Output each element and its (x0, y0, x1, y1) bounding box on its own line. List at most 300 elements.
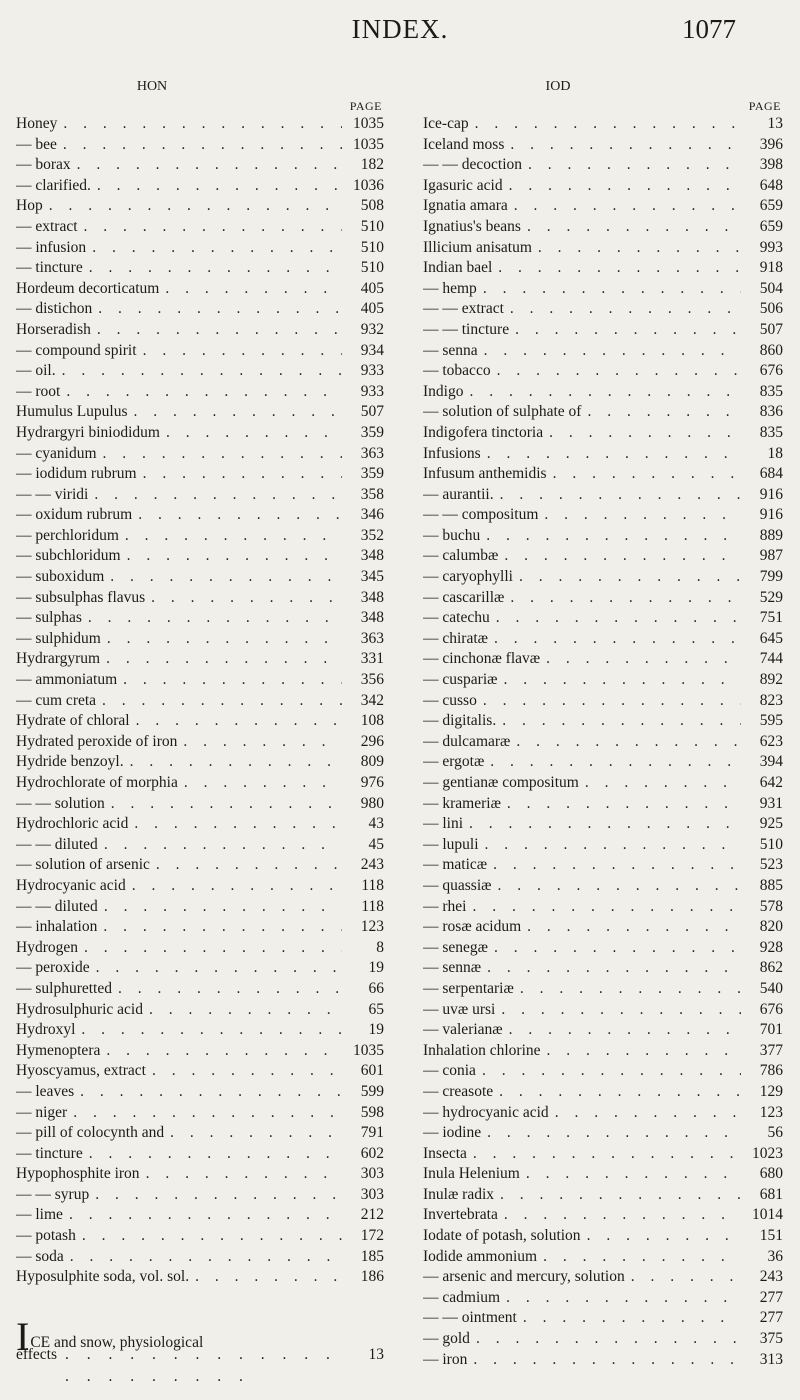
index-entry-page: 506 (759, 300, 783, 318)
index-entry (423, 1247, 783, 1268)
index-entry (423, 938, 783, 959)
index-entry-page: 916 (759, 485, 783, 503)
index-entry (423, 1061, 783, 1082)
leader-dots (495, 1000, 741, 1021)
index-entry-term: — clarified. (16, 176, 91, 194)
index-entry (16, 958, 384, 979)
leader-dots (88, 485, 342, 506)
index-entry (16, 320, 384, 341)
index-entry-page: 313 (759, 1350, 783, 1368)
index-entry (16, 567, 384, 588)
index-entry (16, 176, 384, 197)
index-entry-term: — — ointment (423, 1309, 517, 1327)
leader-dots (490, 608, 741, 629)
index-entry-page: 185 (360, 1247, 384, 1265)
index-entry-page: 510 (360, 217, 384, 235)
index-entry-term: — gold (423, 1330, 470, 1348)
leader-dots (91, 320, 342, 341)
index-entry-page: 182 (360, 156, 384, 174)
index-entry-term: Hydrated peroxide of iron (16, 732, 178, 750)
leader-dots (63, 1205, 342, 1226)
leader-dots (484, 752, 741, 773)
index-entry-page: 820 (759, 918, 783, 936)
index-entry-page: 623 (759, 732, 783, 750)
index-entry-term: — cadmium (423, 1288, 501, 1306)
ice-entry-page: 13 (368, 1346, 384, 1363)
index-entry-page: 934 (360, 341, 384, 359)
index-entry-page: 8 (376, 938, 384, 956)
leader-dots (477, 691, 741, 712)
index-entry-page: 684 (759, 465, 783, 483)
index-entry-page: 809 (360, 753, 384, 771)
index-entry (423, 505, 783, 526)
index-entry-term: — serpentariæ (423, 979, 514, 997)
index-entry (16, 670, 384, 691)
index-entry (16, 629, 384, 650)
ice-entry-term: CE and snow, physiological (30, 1334, 204, 1351)
index-entry (423, 979, 783, 1000)
leader-dots (98, 897, 342, 918)
index-entry-page: 523 (759, 856, 783, 874)
index-entry (16, 1082, 384, 1103)
index-entry-page: 987 (759, 547, 783, 565)
index-entry-page: 123 (759, 1103, 783, 1121)
index-entry (16, 402, 384, 423)
ice-entry-continuation: effects (16, 1346, 58, 1363)
index-entry-term: — peroxide (16, 959, 90, 977)
index-entry (423, 485, 783, 506)
index-entry (423, 670, 783, 691)
index-entry-term: — tincture (16, 1144, 83, 1162)
index-entry-page: 375 (759, 1330, 783, 1348)
index-entry-page: 1023 (752, 1144, 783, 1162)
index-entry-page: 1035 (353, 135, 384, 153)
index-entry (16, 979, 384, 1000)
index-entry-page: 578 (759, 897, 783, 915)
leader-dots (100, 1041, 342, 1062)
index-entry-page: 648 (759, 176, 783, 194)
index-entry-term: Hydroxyl (16, 1021, 76, 1039)
leader-dots (625, 1267, 741, 1288)
leader-dots (71, 155, 342, 176)
index-entry (16, 1041, 384, 1062)
index-entry-page: 504 (759, 279, 783, 297)
index-entry-page: 19 (368, 1021, 384, 1039)
index-entry (16, 299, 384, 320)
leader-dots (477, 279, 741, 300)
index-entry (423, 444, 783, 465)
index-entry-term: — iron (423, 1350, 468, 1368)
leader-dots (137, 341, 342, 362)
leader-dots (57, 114, 342, 135)
leader-dots (488, 938, 741, 959)
index-entry (423, 649, 783, 670)
index-entry-page: 363 (360, 444, 384, 462)
index-entry (16, 855, 384, 876)
leader-dots (500, 1288, 741, 1309)
index-entry-term: — niger (16, 1103, 68, 1121)
index-entry-term: — leaves (16, 1082, 75, 1100)
index-entry (423, 752, 783, 773)
index-entry-page: 1036 (353, 176, 384, 194)
index-entry-term: Hydrate of chloral (16, 712, 130, 730)
index-entry-term: Honey (16, 115, 58, 132)
leader-dots (132, 505, 342, 526)
index-entry-term: — bee (16, 135, 57, 153)
index-entry-term: — tincture (16, 259, 83, 277)
index-entry-term: — hydrocyanic acid (423, 1103, 549, 1121)
leader-dots (509, 320, 741, 341)
index-entry (16, 1020, 384, 1041)
index-entry-term: — subchloridum (16, 547, 121, 565)
index-entry-term: — — diluted (16, 897, 98, 915)
index-entry-page: 172 (360, 1227, 384, 1245)
index-entry-term: Inula Helenium (423, 1165, 520, 1183)
index-entry-term: Inhalation chlorine (423, 1041, 541, 1059)
leader-dots (82, 608, 342, 629)
index-entry-term: — quassiæ (423, 876, 492, 894)
index-entry-term: — sulphas (16, 609, 82, 627)
index-entry-term: Hydrocyanic acid (16, 876, 126, 894)
leader-dots (501, 794, 741, 815)
leader-dots (74, 1082, 342, 1103)
leader-dots (140, 1164, 342, 1185)
leader-dots (537, 1247, 741, 1268)
index-entry-page: 510 (360, 238, 384, 256)
leader-dots (117, 670, 342, 691)
index-entry (16, 1144, 384, 1165)
index-entry-page: 642 (759, 774, 783, 791)
index-entry-term: — cum creta (16, 691, 97, 709)
leader-dots (579, 773, 741, 794)
index-entry-term: Humulus Lupulus (16, 403, 128, 421)
index-entry (423, 258, 783, 279)
leader-dots (520, 1164, 741, 1185)
index-entry-page: 118 (361, 876, 384, 894)
index-entry-page: 352 (360, 526, 384, 544)
index-entry-page: 595 (759, 712, 783, 730)
index-entry (423, 238, 783, 259)
leader-dots (159, 279, 342, 300)
index-entry (16, 773, 384, 794)
index-entry-page: 398 (759, 156, 783, 174)
index-entry (423, 196, 783, 217)
index-entry-term: Illicium anisatum (423, 238, 532, 256)
index-entry-page: 862 (759, 959, 783, 977)
leader-dots (164, 1123, 342, 1144)
index-entry (423, 546, 783, 567)
index-entry-page: 359 (360, 423, 384, 441)
index-entry-page: 303 (360, 1185, 384, 1203)
leader-dots (121, 546, 342, 567)
index-entry-term: — catechu (423, 609, 490, 627)
index-entry (423, 794, 783, 815)
index-entry-page: 602 (360, 1144, 384, 1162)
index-entry-page: 342 (360, 691, 384, 709)
leader-dots (119, 526, 342, 547)
index-entry (423, 1267, 783, 1288)
index-entry (423, 814, 783, 835)
index-entry (423, 835, 783, 856)
index-entry-term: — root (16, 382, 61, 400)
leader-dots (491, 876, 741, 897)
index-entry-page: 916 (759, 506, 783, 524)
index-entry (423, 423, 783, 444)
index-entry (16, 423, 384, 444)
index-entry (423, 1020, 783, 1041)
index-entry (423, 382, 783, 403)
index-entry (423, 176, 783, 197)
index-entry-page: 976 (360, 774, 384, 791)
index-entry-page: 889 (759, 526, 783, 544)
index-entry-term: — distichon (16, 300, 93, 318)
leader-dots (76, 1226, 342, 1247)
index-entry-term: — sulphuretted (16, 979, 112, 997)
leader-dots (492, 258, 741, 279)
index-entry-page: 931 (759, 794, 783, 812)
leader-dots (67, 1103, 342, 1124)
leader-dots (466, 897, 741, 918)
index-entry-page: 65 (368, 1000, 384, 1018)
index-entry-term: — — compositum (423, 506, 539, 524)
leader-dots (43, 196, 342, 217)
index-entry-page: 659 (759, 197, 783, 215)
index-entry-term: — inhalation (16, 918, 98, 936)
index-entry (16, 814, 384, 835)
leader-dots (96, 691, 342, 712)
leader-dots (78, 217, 342, 238)
leader-dots (178, 773, 342, 794)
index-entry-page: 836 (759, 403, 783, 421)
index-entry (423, 876, 783, 897)
index-entry (423, 1103, 783, 1124)
leader-dots (504, 135, 741, 156)
index-entry-term: — — syrup (16, 1185, 90, 1203)
index-entry-term: Inulæ radix (423, 1185, 495, 1203)
index-entry (423, 135, 783, 156)
index-entry (16, 279, 384, 300)
index-entry-page: 599 (360, 1082, 384, 1100)
index-entry-term: — — decoction (423, 156, 523, 174)
index-entry-page: 701 (759, 1021, 783, 1039)
index-entry (423, 1123, 783, 1144)
index-entry-page: 835 (759, 423, 783, 441)
index-entry-term: — ergotæ (423, 753, 485, 771)
index-entry-page: 933 (360, 382, 384, 400)
leader-dots (97, 917, 342, 938)
leader-dots (503, 176, 741, 197)
index-entry (423, 773, 783, 794)
page-header (0, 14, 800, 64)
index-entry-page: 377 (759, 1041, 783, 1059)
index-entry-page: 676 (759, 362, 783, 380)
page-column-label-right: PAGE (748, 99, 781, 113)
leader-dots (98, 835, 342, 856)
index-entry (423, 341, 783, 362)
index-entry-page: 933 (360, 362, 384, 380)
leader-dots (92, 299, 342, 320)
index-entry-term: — potash (16, 1227, 76, 1245)
index-entry-term: — lini (423, 815, 464, 833)
index-entry-page: 243 (360, 856, 384, 874)
leader-dots (481, 444, 741, 465)
index-entry-term: — — tincture (423, 320, 510, 338)
index-entry-term: Hymenoptera (16, 1041, 101, 1059)
drop-cap-letter: I (16, 1314, 30, 1359)
index-entry (16, 649, 384, 670)
index-entry-term: Hydride benzoyl. (16, 753, 124, 771)
leader-dots (543, 423, 741, 444)
index-entry-page: 510 (360, 259, 384, 277)
running-head-left: HON (136, 79, 168, 94)
index-entry-term: — gentianæ compositum (423, 774, 579, 791)
index-entry (16, 464, 384, 485)
index-entry-term: — sennæ (423, 959, 482, 977)
leader-dots (124, 752, 342, 773)
index-entry (16, 1267, 384, 1288)
index-entry-page: 346 (360, 506, 384, 524)
index-entry-page: 348 (360, 588, 384, 606)
leader-dots (64, 1247, 342, 1268)
index-entry (423, 855, 783, 876)
index-entry (423, 279, 783, 300)
index-entry (16, 526, 384, 547)
index-entry-term: — cascarillæ (423, 588, 505, 606)
index-entry (16, 238, 384, 259)
index-entry-term: — valerianæ (423, 1021, 503, 1039)
index-entry-page: 885 (759, 876, 783, 894)
index-entry (423, 958, 783, 979)
index-entry-term: — krameriæ (423, 794, 501, 812)
index-entry-term: Infusions (423, 444, 481, 462)
index-entry-term: — creasote (423, 1082, 494, 1100)
leader-dots (479, 835, 741, 856)
index-entry (16, 361, 384, 382)
index-entry (16, 1247, 384, 1268)
leader-dots (503, 1020, 741, 1041)
index-entry-page: 529 (759, 588, 783, 606)
index-entry (16, 897, 384, 918)
leader-dots (83, 258, 342, 279)
index-entry-page: 680 (759, 1165, 783, 1183)
index-entry-page: 331 (360, 650, 384, 668)
index-entry-page: 925 (759, 815, 783, 833)
index-entry (423, 155, 783, 176)
index-entry-term: — — viridi (16, 485, 89, 503)
index-entry-page: 243 (759, 1268, 783, 1286)
index-entry-term: — uvæ ursi (423, 1000, 496, 1018)
index-entry-page: 359 (360, 465, 384, 483)
index-entry-page: 405 (360, 300, 384, 318)
index-entry-term: Iodide ammonium (423, 1247, 538, 1265)
index-entry-term: — cyanidum (16, 444, 97, 462)
index-entry-page: 396 (759, 135, 783, 153)
index-entry-term: Hyposulphite soda, vol. sol. (16, 1268, 190, 1286)
index-entry (423, 1185, 783, 1206)
index-entry-page: 744 (759, 650, 783, 668)
index-entry-term: — lime (16, 1206, 63, 1224)
index-entry-term: — oxidum rubrum (16, 506, 133, 524)
index-entry-term: Indigo (423, 382, 464, 400)
index-entry-page: 681 (759, 1185, 783, 1203)
index-entry-page: 358 (360, 485, 384, 503)
index-entry (423, 402, 783, 423)
leader-dots (493, 1082, 741, 1103)
leader-dots (128, 402, 342, 423)
index-entry-term: Hydrochloric acid (16, 815, 129, 833)
leader-dots (150, 855, 342, 876)
index-entry-page: 118 (361, 897, 384, 915)
index-entry-term: — compound spirit (16, 341, 137, 359)
leader-dots (504, 588, 741, 609)
leader-dots (521, 917, 741, 938)
index-entry (16, 505, 384, 526)
leader-dots (494, 1185, 741, 1206)
index-entry (16, 135, 384, 156)
leader-dots (467, 1144, 741, 1165)
index-entry (16, 1061, 384, 1082)
leader-dots (467, 1350, 741, 1371)
leader-dots (145, 588, 342, 609)
index-entry (16, 608, 384, 629)
index-entry-term: — chiratæ (423, 629, 488, 647)
index-entry-page: 45 (368, 835, 384, 853)
index-entry (423, 1205, 783, 1226)
index-entry-page: 348 (360, 609, 384, 627)
leader-dots (60, 382, 342, 403)
index-entry-page: 19 (368, 959, 384, 977)
index-entry-term: — tobacco (423, 362, 491, 380)
leader-dots (463, 382, 741, 403)
leader-dots (491, 361, 741, 382)
leader-dots (469, 114, 741, 135)
index-entry (423, 608, 783, 629)
index-entry-term: Indian bael (423, 259, 493, 277)
index-entry-page: 799 (759, 568, 783, 586)
leader-dots (83, 1144, 342, 1165)
leader-dots (104, 567, 342, 588)
index-entry-page: 108 (360, 712, 384, 730)
index-entry (16, 1226, 384, 1247)
index-entry (423, 1308, 783, 1329)
index-entry-page: 860 (759, 341, 783, 359)
leader-dots (481, 1123, 741, 1144)
index-entry (16, 196, 384, 217)
leader-dots (476, 1061, 741, 1082)
index-entry (423, 114, 783, 135)
leader-dots (189, 1267, 342, 1288)
index-entry-term: — aurantii. (423, 485, 494, 503)
index-entry-page: 1035 (353, 1041, 384, 1059)
leader-dots (510, 732, 741, 753)
index-entry-term: — digitalis. (423, 712, 497, 730)
leader-dots (494, 485, 741, 506)
index-entry-page: 186 (360, 1268, 384, 1286)
index-entry-page: 1035 (353, 115, 384, 132)
leader-dots (547, 464, 741, 485)
index-entry-term: — ammoniatum (16, 671, 118, 689)
index-entry-term: — lupuli (423, 835, 479, 853)
index-entry (16, 1123, 384, 1144)
leader-dots (581, 402, 741, 423)
index-entry-page: 540 (759, 979, 783, 997)
index-entry-term: Ignatius's beans (423, 217, 521, 235)
index-entry-page: 928 (759, 938, 783, 956)
index-entry-page: 791 (360, 1124, 384, 1142)
index-entry-page: 918 (759, 259, 783, 277)
index-entry-term: Hyoscyamus, extract (16, 1062, 146, 1080)
index-entry-page: 212 (360, 1206, 384, 1224)
